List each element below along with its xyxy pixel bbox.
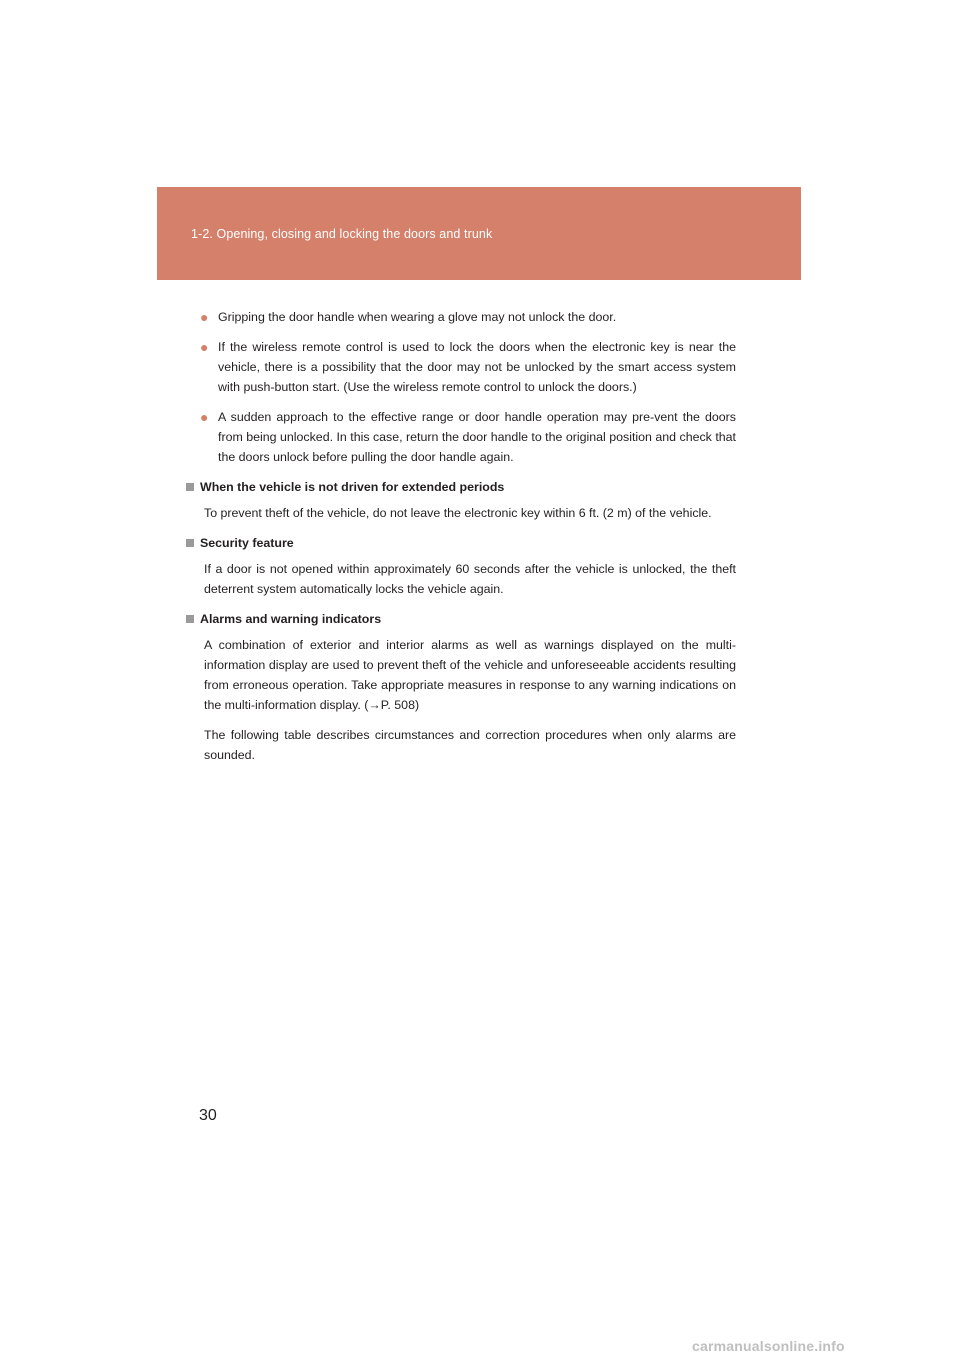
section-paragraph: A combination of exterior and interior alarms as well as warnings displayed on the multi-information display are used to prevent theft of the vehicle and unforeseeable accidents resulting from erroneous operation. Take appropriate measures in response to any warning indications on the multi-information display. (→P. 508) [204, 638, 736, 712]
watermark: carmanualsonline.info [692, 1338, 845, 1354]
section-paragraph: The following table describes circumstances and correction procedures when only alarms are sounded. [204, 728, 736, 762]
square-marker-icon [186, 539, 194, 547]
bullet-dot-icon: ● [200, 309, 209, 325]
bullet-text: If the wireless remote control is used to lock the doors when the electronic key is near the vehicle, there is a possibility that the door may not be unlocked by the smart access system with push-button start. (Use the wireless remote control to unlock the doors.) [218, 340, 736, 394]
section-title: 1-2. Opening, closing and locking the doors and trunk [191, 227, 493, 241]
section-heading-text: Security feature [200, 536, 294, 550]
section-heading-extended-periods [186, 477, 736, 497]
bullet-dot-icon: ● [200, 339, 209, 355]
square-marker-icon [186, 615, 194, 623]
bullet-text: A sudden approach to the effective range or door handle operation may pre-vent the doors from being unlocked. In this case, return the door handle to the original position and check that the doors unlock before pulling the door handle again. [218, 410, 736, 464]
section-heading-text: Alarms and warning indicators [200, 612, 382, 626]
bullet-item [200, 307, 736, 327]
section-heading-alarms [186, 609, 736, 629]
bullet-dot-icon: ● [200, 409, 209, 425]
page-content [200, 307, 736, 775]
section-paragraph: To prevent theft of the vehicle, do not leave the electronic key within 6 ft. (2 m) of the vehicle. [204, 506, 712, 520]
bullet-item [200, 337, 736, 397]
section-header-band [157, 187, 801, 280]
bullet-item [200, 407, 736, 467]
square-marker-icon [186, 483, 194, 491]
page-number: 30 [199, 1107, 217, 1124]
section-paragraph: If a door is not opened within approximately 60 seconds after the vehicle is unlocked, the theft deterrent system automatically locks the vehicle again. [204, 562, 736, 596]
section-heading-text: When the vehicle is not driven for extended periods [200, 480, 505, 494]
bullet-text: Gripping the door handle when wearing a glove may not unlock the door. [218, 310, 617, 324]
section-heading-security-feature [186, 533, 736, 553]
